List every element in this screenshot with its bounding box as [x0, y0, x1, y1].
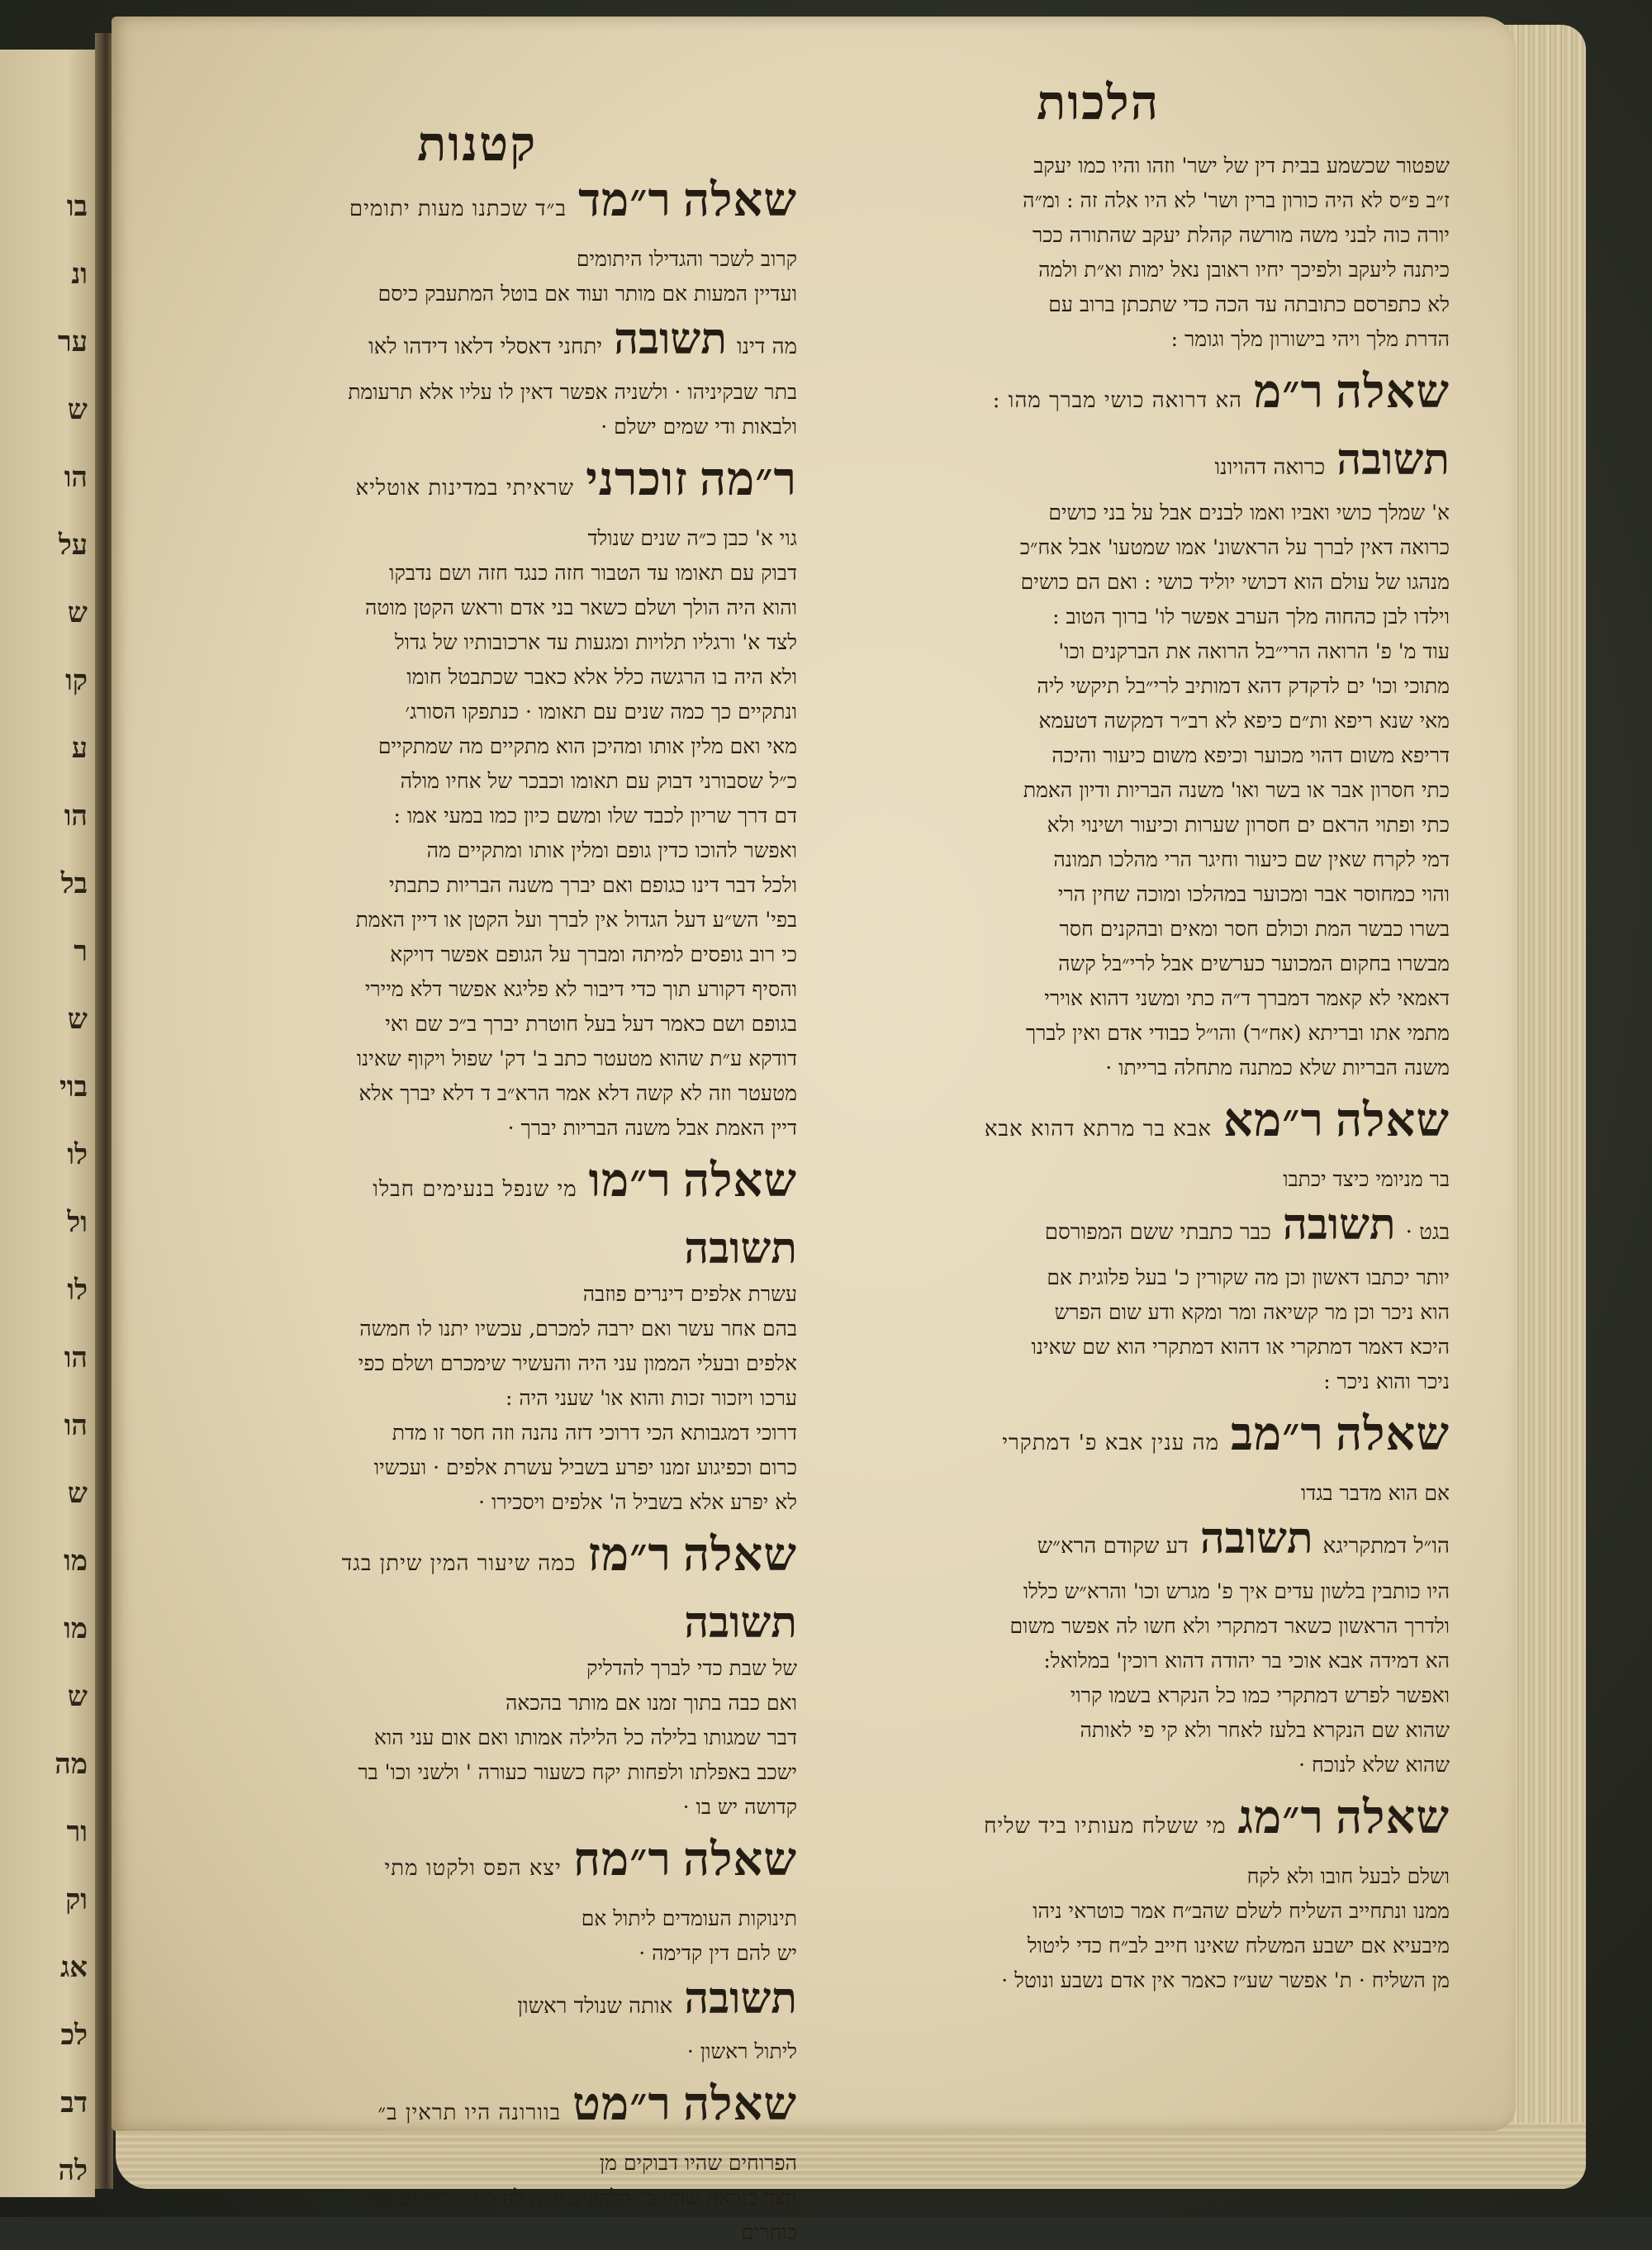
- margin-fragment: ש: [67, 596, 88, 629]
- text-line: משנה הבריות שלא כמתנה מתחלה ברייתו ·: [1105, 1056, 1450, 1080]
- book-gutter: [95, 33, 113, 2189]
- text-line: א' שמלך כושי ואביו ואמו לבנים אבל על בני כושים: [1048, 501, 1450, 525]
- margin-fragment: ונ: [71, 258, 88, 291]
- text-line: דאמאי לא קאמר דמברך ד״ה כתי ומשני דהוא אוירי: [1044, 986, 1450, 1010]
- text-line: כרום וכפיגוע זמנו יפרע בשביל עשרת אלפים · ועכשיו: [373, 1455, 797, 1479]
- answer-heading: [169, 1597, 797, 1650]
- text-line: דם דרך שריון לכבד שלו ומשם כיון כמו במעי אמו :: [393, 804, 797, 828]
- right-text-column: [797, 149, 1450, 1998]
- text-line: קרוב לשכר והגדילו היתומים: [576, 247, 797, 271]
- text-word: בגט ·: [1405, 1220, 1450, 1245]
- margin-fragment: ר: [74, 935, 88, 968]
- text-line: מטעטר וזה לא קשה דלא אמר הרא״ב ד דלא יברך אלא: [358, 1081, 797, 1105]
- question-heading: [169, 170, 797, 239]
- margin-fragment: ער: [58, 325, 88, 358]
- question-label: שאלה: [682, 1832, 797, 1887]
- text-line: ניכר והוא ניכר :: [1323, 1369, 1450, 1393]
- question-text: הא דרואה כושי מברך מהו :: [992, 388, 1242, 413]
- text-line: כ״ל שסבורני דבוק עם תאומו וכבכר של אחיו מולה: [400, 769, 797, 793]
- text-line: ואם כבה בתוך זמנו אם מותר בהכאה: [506, 1691, 797, 1715]
- text-line: דריפא משום דהוי מכוער וכיפא משום כיעור והיכה: [1051, 743, 1450, 767]
- margin-fragment: וק: [65, 1883, 88, 1916]
- margin-fragment: ע: [71, 732, 88, 765]
- text-line: תינוקות העומדים ליתול אם: [581, 1906, 797, 1930]
- text-line: כי רוב גופסים למיתה ומברך על הגופם אפשר דויקא: [390, 942, 797, 966]
- text-line: מאי ואם מלין אותו ומהיכן הוא מתקיים מה שמתקיים: [377, 734, 797, 758]
- text-line: הפרוחים שהיו דבוקים מן: [599, 2151, 797, 2175]
- answer-text: כרואה דהויונו: [1214, 455, 1326, 480]
- text-line: יורה כוה לבני משה מורשה קהלת יעקב שהתורה ככר: [1032, 223, 1450, 247]
- question-label: שאלה: [1335, 364, 1450, 419]
- text-line: שפטור שכשמע בבית דין של ישר' וזהו והיו כמו יעקב: [1033, 154, 1450, 178]
- text-line: מן השליח · ת' אפשר שע״ז כאמר אין אדם נשבע ונוטל ·: [1001, 1968, 1450, 1992]
- text-line: בגופם ושם כאמר דעל בעל חוטרת יברך ב״כ שם ואי: [385, 1012, 797, 1036]
- question-text: מה ענין אבא פ' דמתקרי: [1002, 1431, 1220, 1455]
- question-number: ר״מג: [1237, 1790, 1324, 1844]
- margin-fragment: ור: [66, 1816, 88, 1849]
- text-line: דבר שמגותו בלילה כל הלילה אמותו ואם אום עני הוא: [373, 1725, 797, 1749]
- text-line: של שבת כדי לברך להדליק: [586, 1656, 797, 1680]
- question-text: מי ששלח מעותיו ביד שליח: [984, 1814, 1227, 1839]
- question-number: ר״מב: [1231, 1407, 1324, 1461]
- text-line: דמי לקרח שאין שם כיעור וחיגר הרי מהלכו תמונה: [1053, 847, 1450, 871]
- book-page: [112, 17, 1516, 2244]
- answer-text: דע שקודם הרא״ש: [1037, 1534, 1189, 1559]
- text-line: בתר שבקיניהו · ולשניה אפשר דאין לו עליו אלא תרעומת: [348, 380, 797, 404]
- answer-heading: [797, 1199, 1450, 1259]
- question-label: שאלה: [682, 173, 797, 227]
- question-number: ר״מח: [572, 1832, 672, 1887]
- text-line: ולבאות ודי שמים ישלם ·: [601, 415, 797, 439]
- question-label: שאלה: [1335, 1407, 1450, 1461]
- question-number: ר״מט: [572, 2077, 672, 2131]
- text-line: בר מניומי כיצד יכתבו: [1283, 1167, 1450, 1191]
- margin-fragment: בו: [66, 190, 88, 223]
- text-line: ולא היה בו הרגשה כלל אלא כאבר שכתבטל חומו: [406, 665, 797, 689]
- question-number: ר״מד: [578, 173, 672, 227]
- text-line: והוי כמחוסר אבר ומכוער במהלכו ומוכה שחין הרי: [1057, 882, 1450, 906]
- question-label: שאלה: [682, 1153, 797, 1208]
- question-text: יצא הפס ולקטו מתי: [384, 1856, 562, 1881]
- question-text: שראיתי במדינות אוטליא: [355, 476, 575, 501]
- text-line: מתמי אתו ובריתא (אח״ר) והו״ל כבודי אדם ואין לברך: [1025, 1021, 1450, 1045]
- margin-fragment: ש: [67, 393, 88, 426]
- margin-fragment: על: [58, 529, 88, 562]
- margin-fragment: ול: [67, 1206, 88, 1239]
- answer-text: כבר כתבתי ששם המפורסם: [1044, 1220, 1271, 1245]
- text-line: מאי שנא ריפא ות״ם כיפא לא רב״ר דמקשה דטעמא: [1038, 709, 1450, 733]
- text-line: עוד מ' פ' הרואה הרי״בל הרואה את הברקנים וכו': [1058, 639, 1450, 663]
- answer-heading: [169, 313, 797, 373]
- question-heading: [797, 1090, 1450, 1159]
- question-text: אבא בר מרתא דהוא אבא: [984, 1117, 1213, 1142]
- answer-label: תשובה: [1199, 1513, 1313, 1564]
- text-line: ולדרך הראשון כשאר דמתקרי ולא חשו לה אפשר משום: [1009, 1614, 1450, 1638]
- margin-fragment: ש: [67, 1680, 88, 1713]
- text-line: עשרת אלפים דינרים פוזבה: [582, 1282, 797, 1306]
- question-number: ר״מא: [1223, 1093, 1324, 1147]
- question-text: מי שנפל בנעימים חבלו: [373, 1177, 577, 1202]
- text-word: מה דינו: [736, 335, 797, 359]
- text-line: כתי חסרון אבר או בשר ואו' משנה הבריות ודיון האמת: [1023, 778, 1450, 802]
- text-line: יש להם דין קדימה ·: [638, 1941, 797, 1965]
- question-label: שאלה: [682, 1527, 797, 1582]
- text-line: כרואה דאין לברך על הראשונ' אמו שמטעו' אבל אח״כ: [1019, 535, 1450, 559]
- margin-fragment: ש: [67, 1477, 88, 1510]
- question-label: ר״מה: [699, 452, 797, 506]
- text-line: והוא היה הולך ושלם כשאר בני אדם וראש הקטן מוטה: [364, 596, 797, 619]
- text-line: ערכו ויזכור זכות והוא או' שעני היה :: [505, 1386, 797, 1410]
- answer-text: אותה שנולד ראשון: [517, 1994, 673, 2019]
- text-line: שהוא שלא לנוכח ·: [1298, 1753, 1450, 1777]
- margin-fragment: לו: [67, 1274, 88, 1307]
- question-heading: [169, 1525, 797, 1593]
- text-line: והסיף דקורע תוך כדי דיבור לא פליגא אפשר דלא מיירי: [364, 977, 797, 1001]
- margin-fragment: בל: [60, 867, 88, 900]
- answer-heading: [797, 434, 1450, 494]
- text-line: קדושה יש בו ·: [682, 1795, 797, 1819]
- text-line: גוי א' כבן כ״ה שנים שנולד: [587, 526, 797, 550]
- text-line: ועדיין המעות אם מותר ועוד אם בוטל המתעבק כיסם: [377, 282, 797, 306]
- answer-label: תשובה: [684, 1223, 797, 1274]
- question-text: כמה שיעור המין שיתן בגד: [341, 1551, 577, 1576]
- question-number: ר״מ: [1254, 364, 1324, 419]
- margin-fragment: ש: [67, 1003, 88, 1036]
- answer-text: יתחני דאסלי דלאו דידהו לאו: [368, 335, 603, 359]
- answer-label: תשובה: [1336, 434, 1450, 485]
- text-line: דבוק עם תאומו עד הטבור חזה כנגד חזה ושם נדבקו: [389, 561, 797, 585]
- question-heading: [169, 1830, 797, 1898]
- question-heading: [797, 1404, 1450, 1473]
- text-line: הדרת מלך ויהי בישורון מלך וגומר :: [1170, 327, 1450, 351]
- text-line: ונתקיים כך כמה שנים עם תאומו · כנתפקו הסורג׳: [405, 700, 797, 724]
- question-label: שאלה: [682, 2077, 797, 2131]
- text-line: ז״ב פ״ס לא היה כורון ברין ושר' לא היו אלה זה : ומ״ה: [1023, 188, 1450, 212]
- text-line: ואפשר להוכו כדין גופם ומלין אותו ומתקיים מה: [426, 838, 797, 862]
- question-label: שאלה: [1335, 1790, 1450, 1844]
- margin-fragment: לה: [58, 2154, 88, 2187]
- margin-fragment: בוי: [59, 1070, 88, 1104]
- text-line: וילדו לבן כהחוה מלך הערב אפשר לו' ברוך הטוב :: [1052, 605, 1450, 629]
- margin-fragment: מה: [55, 1748, 88, 1781]
- answer-heading: [169, 1222, 797, 1275]
- text-line: לצד א' ורגליו תלויות ומגעות עד ארכובותיו של גדול: [394, 630, 797, 654]
- text-line: דודקא ע״ת שהוא מטעטר כתב ב' דק' שפול ויקוף שאינו: [356, 1047, 797, 1070]
- margin-fragment: הו: [64, 800, 88, 833]
- question-number: זוכרני: [586, 452, 688, 506]
- text-line: מנהגו של עולם הוא דכושי יוליד כושי : ואם הם כושים: [1020, 570, 1450, 594]
- text-line: היו כותבין בלשון עדים איך פ' מגרש וכו' והרא״ש כללו: [1023, 1579, 1450, 1603]
- text-line: שהוא שם הנקרא בלעז לאחר ולא קי פי לאותה: [1080, 1718, 1450, 1742]
- answer-label: תשובה: [614, 314, 727, 364]
- text-line: לא יפרע אלא בשביל ה' אלפים ויסכירו ·: [478, 1490, 797, 1514]
- facing-page-fragment: [0, 50, 95, 2197]
- margin-fragment: לו: [67, 1138, 88, 1171]
- answer-label: תשובה: [684, 1973, 797, 2024]
- margin-fragment: הו: [64, 1341, 88, 1374]
- answer-label: תשובה: [1282, 1199, 1396, 1250]
- text-line: הצד כנראה שהיו ב״ הלהוניכ והיה לה כ ב״ ראשים וב״: [369, 2186, 797, 2210]
- text-line: ישכב באפלתו ולפחות יקח כשעור כעורה ' ולשני וכו' בר: [358, 1760, 797, 1784]
- text-line: דיין האמת אבל משנה הבריות יברך ·: [507, 1116, 797, 1140]
- question-text: בוורונה היו תראין ב״: [377, 2100, 562, 2125]
- running-head-left: קטנות: [417, 116, 538, 172]
- text-line: ליתול ראשון ·: [686, 2039, 797, 2063]
- question-label: שאלה: [1335, 1093, 1450, 1147]
- text-line: ממנו ונתחייב השליח לשלם שהב״ח אמר כוטראי ניהו: [1032, 1899, 1450, 1923]
- text-line: היכא דאמר דמתקרי או דהוא דמתקרי הוא שם שאינו: [1031, 1335, 1450, 1359]
- question-number: ר״מו: [588, 1153, 672, 1208]
- text-line: כיתנה ליעקב ולפיכך יחיו ראובן נאל ימות וא״ת ולמה: [1038, 258, 1450, 282]
- text-line: כתי ופתוי הראם ים חסרון שערות וכיעור ושינוי ולא: [1047, 813, 1450, 837]
- text-word: הו״ל דמתקריגא: [1322, 1534, 1450, 1559]
- question-text: ב״ד שכתנו מעות יתומים: [349, 197, 567, 221]
- text-line: ולכל דבר דינו כגופם ואם יברך משנה הבריות כתבתי: [388, 873, 797, 897]
- question-heading: [797, 1787, 1450, 1856]
- margin-fragment: הו: [64, 461, 88, 494]
- text-line: בשרו כבשר המת וכולם חסר ומאים ובהקנים חסר: [1059, 917, 1450, 941]
- answer-label: תשובה: [684, 1597, 797, 1648]
- margin-fragment: לכ: [60, 2019, 88, 2052]
- question-heading: [169, 2074, 797, 2143]
- text-line: כוחרים: [741, 2220, 797, 2244]
- text-line: אם הוא מדבר בגדו: [1300, 1481, 1450, 1505]
- margin-fragment: קו: [65, 664, 88, 697]
- question-heading: [169, 1151, 797, 1219]
- left-text-column: [169, 165, 797, 2250]
- margin-fragment: דב: [60, 2086, 88, 2119]
- question-heading: [797, 362, 1450, 430]
- margin-fragment: הו: [64, 1409, 88, 1442]
- text-line: הוא ניכר וכן מר קשיאה ומר ומקא ודע שום הפרש: [1054, 1300, 1450, 1324]
- text-line: ושלם לבעל חובו ולא לקח: [1246, 1864, 1450, 1888]
- question-number: ר״מז: [587, 1527, 672, 1582]
- question-heading: [169, 449, 797, 518]
- answer-heading: [797, 1512, 1450, 1573]
- text-line: אלפים ובעלי הממון עני היה והעשיר שימכרם ושלם כפי: [358, 1351, 797, 1375]
- text-line: מיבעיא אם ישבע המשלח שאינו חייב לב״ח כדי ליטול: [1027, 1934, 1450, 1958]
- margin-fragment: מו: [64, 1545, 88, 1578]
- running-head-right: הלכות: [1037, 74, 1161, 131]
- margin-fragment: מו: [64, 1612, 88, 1645]
- answer-heading: [169, 1972, 797, 2033]
- margin-fragment: אג: [59, 1951, 88, 1984]
- text-line: בהם אחר עשר ואם ירבה למכרם, עכשיו יתנו לו חמשה: [359, 1317, 797, 1341]
- text-line: ואפשר לפרש דמתקרי כמו כל הנקרא בשמו קרוי: [1070, 1683, 1450, 1707]
- text-line: מתוכי וכו' ים לדקדק דהא דמותיב לרי״בל תיקשי ליה: [1037, 674, 1450, 698]
- text-line: לא כתפרסם כתובתה עד הכה כדי שתכתן ברוב עם: [1048, 292, 1450, 316]
- text-line: מבשרו בחקום המכוער כערשים אבל לרי״בל קשה: [1058, 952, 1450, 975]
- text-line: דרוכי דמגבותא הכי דרוכי דזה נהנה וזה חסר זו מדת: [392, 1421, 797, 1445]
- text-line: יותר יכתבו דאשון וכן מה שקורין כ' בעל פלוגית אם: [1047, 1265, 1450, 1289]
- text-line: בפי' הש״ע דעל הגדול אין לברך ועל הקטן או דיין האמת: [355, 908, 797, 932]
- text-line: הא דמידה אבא אוכי בר יהודה דהוא רוכין' במלואל:: [1043, 1649, 1450, 1673]
